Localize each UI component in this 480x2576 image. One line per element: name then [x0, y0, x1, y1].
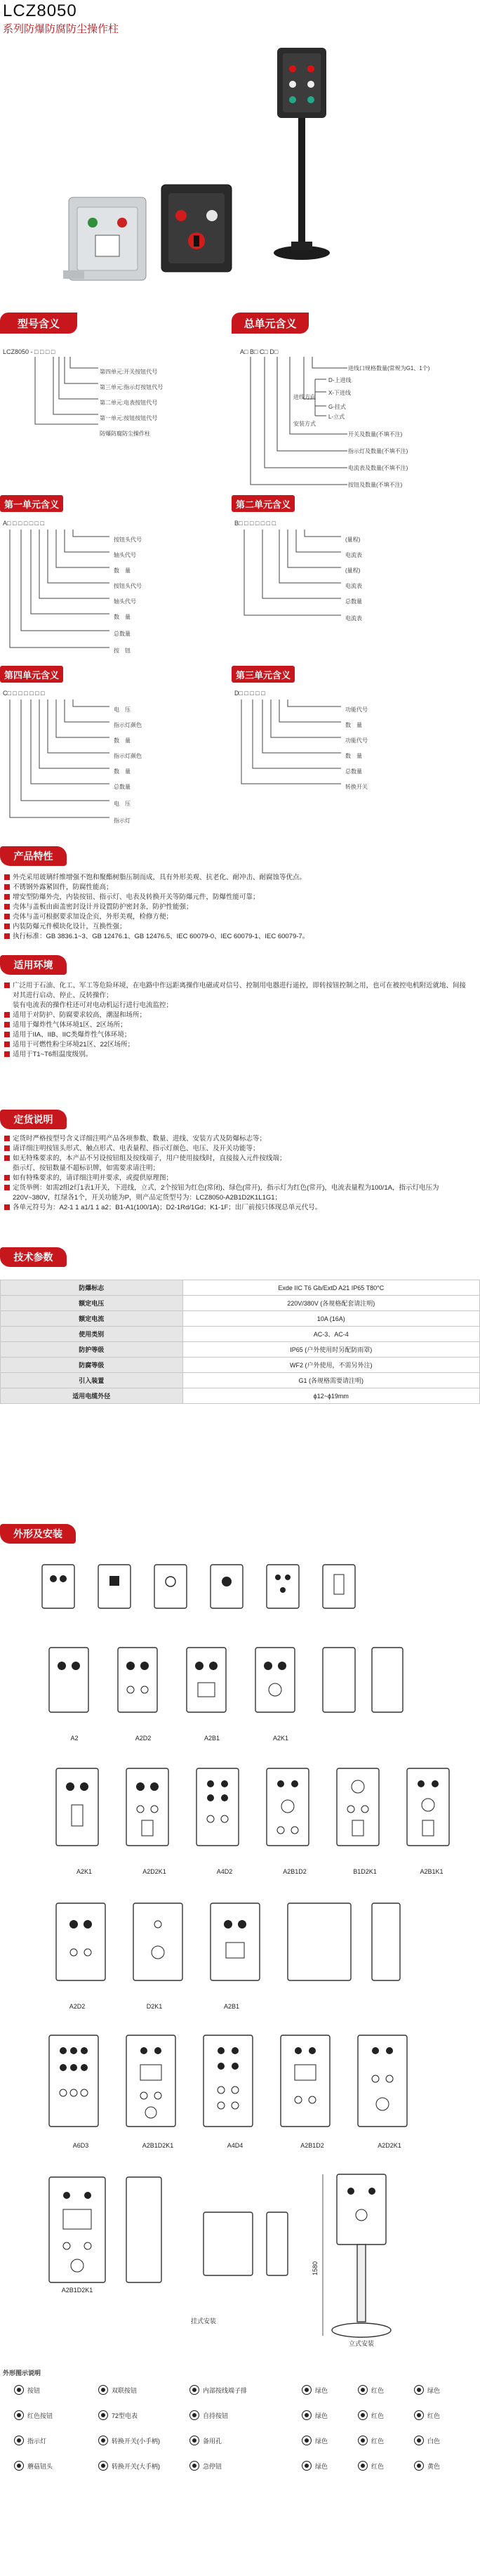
unit4-line: 数 量 [345, 753, 362, 759]
unit4-lines [237, 698, 356, 803]
legend-item [98, 2461, 160, 2471]
unit2-line: 电流表 [345, 615, 362, 622]
dim-label: D2K1 [146, 2003, 163, 2010]
legend-label: 双联按钮 [112, 2386, 138, 2394]
model-line: 第四单元:开关按钮代号 [100, 369, 158, 375]
dim-label: A2D2 [135, 1735, 152, 1742]
switch-large-icon [98, 2461, 108, 2471]
legend-label: 指示灯 [27, 2437, 47, 2445]
total-line-8: 按钮及数量(不填不注) [348, 482, 403, 488]
legend-label: 红色 [371, 2437, 385, 2445]
legend-label: 绿色 [315, 2386, 328, 2394]
unit2-line: 电流表 [345, 583, 362, 589]
dim-label: A2B1D2 [283, 1868, 307, 1875]
legend-grid [14, 2385, 470, 2568]
unit3-line: 总数量 [114, 784, 131, 790]
total-sublabel-dir: 进线方向 [293, 394, 316, 400]
unit3-lines [6, 698, 125, 839]
dim-label: A2B1 [204, 1735, 220, 1742]
table-row: 防腐等级 WF2 (户外使用，不需另外注) [1, 1358, 480, 1373]
terminal-icon [189, 2385, 199, 2395]
total-line-5: 开关及数量(不填不注) [348, 431, 403, 438]
unit3-list [114, 702, 142, 829]
order-item: 请详细注明按钮头形式、触点形式、电表量程、指示灯颜色、电压、及开关功能等； [4, 1144, 467, 1154]
total-sublabel-mount: 安装方式 [293, 421, 316, 427]
legend-item [98, 2436, 160, 2445]
model-meaning-list [100, 364, 163, 442]
legend-label: 红色按钮 [27, 2412, 53, 2419]
unit4-line: 转换开关 [345, 784, 368, 790]
table-row: 防爆标志 Exde IIC T6 Gb/ExtD A21 IP65 T80°C [1, 1280, 480, 1296]
unit3-line: 指示灯 [114, 817, 131, 824]
legend-item [358, 2461, 384, 2471]
unit4-header: 第三单元含义 [232, 666, 295, 683]
legend-label: 黄色 [427, 2462, 441, 2470]
order-item: 各单元符号为：A2-1 1 a1/1 1 a2；B1-A1(100/1A)；D2-1Rd/1Gd；K1-1F；出厂前按只体现总单元代号。 [4, 1203, 467, 1213]
legend-item [358, 2436, 384, 2445]
environment-header: 适用环境 [0, 955, 67, 975]
env-item: 适用于IIA、IIB、IIC类爆炸性气体环境； [4, 1030, 467, 1040]
unit4-code: D□ □ □ □ □ [234, 690, 265, 697]
yellow-icon [414, 2461, 424, 2471]
column-photo [263, 44, 340, 268]
legend-label: 红色 [371, 2386, 385, 2394]
legend-item [414, 2461, 440, 2471]
total-line-6: 指示灯及数量(不填不注) [348, 448, 408, 454]
dim-label: A2B1D2 [300, 2142, 324, 2149]
legend-label: 急停钮 [203, 2462, 222, 2470]
dimension-row5 [42, 2170, 456, 2360]
feature-item: 内装防爆元件模块化设计，互换性强； [4, 922, 467, 932]
unit3-line: 电 压 [114, 801, 131, 807]
model-code: LCZ8050 - □ □ □ □ [3, 348, 55, 355]
red-icon [358, 2385, 368, 2395]
legend-label: 绿色 [315, 2437, 328, 2445]
feature-item: 壳体与盖可根据要求加设企页，外形美观，检修方便； [4, 912, 467, 922]
legend-item [302, 2436, 328, 2445]
total-line-2: X-下进线 [328, 390, 351, 396]
ordering-list [4, 1134, 467, 1213]
dim-label: A4D4 [227, 2142, 244, 2149]
legend-label: 转换开关(大手柄) [112, 2462, 160, 2470]
unit1-line: 按钮头代号 [114, 537, 142, 543]
spec-header: 技术参数 [0, 1247, 67, 1267]
legend-item [302, 2461, 328, 2471]
red3-icon [414, 2410, 424, 2420]
legend-item [189, 2461, 222, 2471]
legend-item [358, 2385, 384, 2395]
env-item: 适用于爆炸性气体环境1区、2区场所； [4, 1020, 467, 1030]
legend-item [302, 2410, 328, 2420]
unit1-line: 轴头代号 [114, 552, 136, 558]
unit3-header: 第四单元含义 [0, 666, 63, 683]
total-line-3: G-挂式 [328, 404, 346, 410]
unit3-line: 电 压 [114, 707, 131, 713]
env-item: 适用于可燃性粉尘环境21区、22区场所； [4, 1040, 467, 1050]
total-line-1: D-上进线 [328, 377, 352, 383]
dimension-row3 [49, 1896, 442, 2002]
env-item: 装有电流表的操作柱还可对电动机运行进行电流监控； [13, 1001, 173, 1009]
unit2-line: (量程) [345, 567, 361, 574]
unit2-list [345, 532, 362, 626]
model-line: 第二单元:电表按钮代号 [100, 400, 158, 406]
dim-label: A2K1 [272, 1735, 289, 1742]
unit1-code: A□ □ □ □ □ □ □ [3, 520, 45, 527]
double-button-icon [98, 2385, 108, 2395]
unit3-line: 指示灯颜色 [114, 753, 142, 759]
legend-item [98, 2410, 138, 2420]
total-unit-header: 总单元含义 [232, 313, 309, 334]
unit4-list [345, 702, 368, 795]
dim-label: A2B1D2K1 [142, 2142, 174, 2149]
dim-label: A2 [70, 1735, 79, 1742]
red2-icon [358, 2410, 368, 2420]
product-model-title: LCZ8050 [3, 1, 77, 20]
feature-item: 不锈钢外露紧固件，防腐性能高； [4, 883, 467, 893]
dim-label: A2B1D2K1 [61, 2287, 93, 2294]
spec-table [0, 1280, 480, 1404]
legend-item [98, 2385, 137, 2395]
product-subtitle: 系列防爆防腐防尘操作柱 [3, 23, 119, 35]
dim-label: A6D3 [72, 2142, 89, 2149]
legend-item [14, 2385, 40, 2395]
mushroom-icon [14, 2461, 24, 2471]
env-item: 广泛用于石油、化工、军工等危险环境，在电路中作远距离操作电磁或对信号、控制用电器进行遥控，即转按钮控制之用，也可在被控电机附近就地、间接对其进行启动、停止、反转操作； [4, 981, 467, 1001]
unit3-line: 数 量 [114, 768, 131, 775]
legend-label: 绿色 [315, 2412, 328, 2419]
legend-label: 72型电表 [112, 2412, 138, 2419]
model-line: 第三单元:指示灯按钮代号 [100, 384, 164, 390]
table-row: 使用类别 AC-3、AC-4 [1, 1327, 480, 1342]
legend-title: 外形图示说明 [3, 2370, 41, 2377]
dimensions-header: 外形及安装 [0, 1524, 76, 1544]
legend-label: 内部按线端子排 [203, 2386, 248, 2394]
legend-item [414, 2385, 440, 2395]
feature-item: 壳体与盖板由面盖密封设计并设置防护密封条，防护性能强； [4, 902, 467, 912]
feature-item: 外壳采用玻璃纤维增强不饱和聚酯树脂压制而成，具有外形美观、抗老化、耐冲击、耐腐蚀等优点。 [4, 873, 467, 883]
column-height-label: 1580 [312, 2261, 319, 2275]
white-icon [414, 2436, 424, 2445]
table-row: 额定电流 10A (16A) [1, 1311, 480, 1327]
total-unit-code: A□ B□ C□ D□ [240, 348, 279, 355]
legend-label: 绿色 [427, 2386, 441, 2394]
dim-label: A2K1 [76, 1868, 93, 1875]
latch-button-icon [189, 2410, 199, 2420]
order-item: 指示灯、按钮数量不超标识牌，如需要求请注明； [13, 1164, 160, 1172]
feature-item: 增安型防爆外壳，内装按钮、指示灯、电表及转换开关等防爆元件，防爆性能可靠； [4, 893, 467, 902]
legend-item [189, 2410, 228, 2420]
table-row: 防护等级 IP65 (户外使用时另配防雨罩) [1, 1342, 480, 1358]
install-label-wall: 挂式安装 [190, 2318, 216, 2325]
legend-item [414, 2410, 440, 2420]
dimension-row4 [42, 2030, 463, 2142]
unit4-line: 总数量 [345, 768, 362, 775]
unit1-header: 第一单元含义 [0, 495, 63, 512]
legend-item [189, 2385, 247, 2395]
legend-label: 转换开关(小手柄) [112, 2437, 160, 2445]
unit3-line: 数 量 [114, 737, 131, 744]
total-line-7: 电流表及数量(不填不注) [348, 465, 408, 471]
legend-label: 绿色 [315, 2462, 328, 2470]
estop-icon [189, 2461, 199, 2471]
legend-label: 蘑菇钮头 [27, 2462, 53, 2470]
unit2-line: (量程) [345, 537, 361, 543]
legend-item [414, 2436, 440, 2445]
legend-label: 红色 [427, 2412, 441, 2419]
table-row: 额定电压 220V/380V (各规格配套请注明) [1, 1296, 480, 1311]
features-list [4, 873, 467, 942]
unit1-line: 按钮头代号 [114, 583, 142, 589]
model-meaning-header: 型号含义 [0, 313, 77, 334]
order-item: 如无特殊要求的，本产品不另设按钮组及按线端子，用户使用接线时，直接接入元件按线端； [4, 1154, 467, 1164]
green3-icon [302, 2410, 312, 2420]
legend-label: 备用孔 [203, 2437, 222, 2445]
switch-small-icon [98, 2436, 108, 2445]
unit1-line: 按 钮 [114, 648, 131, 654]
dim-label: A2B1 [223, 2003, 240, 2010]
table-row: 适用电缆外径 ϕ12~ϕ19mm [1, 1388, 480, 1404]
legend-item [14, 2436, 46, 2445]
legend-label: 自持按钮 [203, 2412, 229, 2419]
spare-hole-icon [189, 2436, 199, 2445]
unit1-line: 数 量 [114, 614, 131, 620]
unit4-line: 功能代号 [345, 707, 368, 713]
legend-item [358, 2410, 384, 2420]
order-item: 定货时严格按型号含义详细注明产品各项参数、数量、进线、安装方式及防爆标志等； [4, 1134, 467, 1144]
install-label-stand: 立式安装 [348, 2340, 374, 2347]
ordering-header: 定货说明 [0, 1110, 67, 1129]
total-line-4: L-立式 [328, 414, 345, 420]
model-meaning-lines [28, 355, 105, 426]
red-button-icon [14, 2410, 24, 2420]
environment-list [4, 981, 467, 1060]
order-item: 如有特殊要求的，请详细注明并要求，或提供原理图； [4, 1174, 467, 1183]
unit2-line: 电流表 [345, 552, 362, 558]
env-item: 适用于对防护、防腐要求较高，潮湿和场所； [4, 1011, 467, 1020]
unit1-lines [6, 528, 125, 669]
unit2-lines [237, 528, 356, 640]
dim-label: A2D2K1 [142, 1868, 166, 1875]
grey-box-photo [63, 197, 146, 280]
model-line: 防爆防腐防尘操作柱 [100, 431, 150, 437]
dim-label: A2D2K1 [378, 2142, 401, 2149]
total-line-0: 进线口规格数量(常规为G1、1个) [348, 365, 430, 372]
unit4-line: 数 量 [345, 722, 362, 728]
red5-icon [358, 2461, 368, 2471]
red4-icon [358, 2436, 368, 2445]
env-item: 适用于T1~T6组温度级别。 [4, 1050, 467, 1060]
legend-label: 白色 [427, 2437, 441, 2445]
unit1-line: 轴头代号 [114, 598, 136, 605]
dim-label: A2D2 [69, 2003, 86, 2010]
feature-item: 执行标准：GB 3836.1~3、GB 12476.1、GB 12476.5、IEC 60079-0、IEC 60079-1、IEC 60079-7。 [4, 932, 467, 942]
legend-label: 红色 [371, 2412, 385, 2419]
dimension-row0 [28, 1558, 449, 1628]
unit2-header: 第二单元含义 [232, 495, 295, 512]
legend-item [14, 2461, 53, 2471]
unit3-line: 指示灯颜色 [114, 722, 142, 728]
unit2-code: B□ □ □ □ □ □ □ [234, 520, 276, 527]
legend-label: 按钮 [27, 2386, 41, 2394]
dimension-row1 [42, 1643, 435, 1735]
green4-icon [302, 2436, 312, 2445]
meter-icon [98, 2410, 108, 2420]
dim-label: B1D2K1 [353, 1868, 377, 1875]
button-icon [14, 2385, 24, 2395]
order-item: 定货举例：如需2组2灯1表1开关，下进线，立式，2个按钮为红色(常闭)、绿色(常开)，指示灯为红色(常开)，电流表量程为100/1A，指示灯电压为220V~380V，红绿各1个，开关功能为P，则产品定货型号为：LCZ8050-A2B1D2K1L1G1； [4, 1183, 467, 1203]
dim-label: A4D2 [216, 1868, 233, 1875]
dimension-row2 [49, 1763, 463, 1868]
legend-item [14, 2410, 53, 2420]
model-line: 第一单元:按钮按钮代号 [100, 415, 158, 421]
dim-label: A2B1K1 [420, 1868, 444, 1875]
lamp-icon [14, 2436, 24, 2445]
unit3-code: C□ □ □ □ □ □ □ [3, 690, 45, 697]
black-box-photo [161, 185, 232, 272]
features-header: 产品特性 [0, 846, 67, 866]
legend-item [189, 2436, 222, 2445]
green2-icon [414, 2385, 424, 2395]
table-row: 引入装置 G1 (各规格需要请注明) [1, 1373, 480, 1388]
product-photos [63, 179, 239, 298]
unit4-line: 功能代号 [345, 737, 368, 744]
green5-icon [302, 2461, 312, 2471]
unit2-line: 总数量 [345, 598, 362, 605]
unit1-line: 数 量 [114, 567, 131, 574]
legend-item [302, 2385, 328, 2395]
unit1-line: 总数量 [114, 631, 131, 637]
green-icon [302, 2385, 312, 2395]
legend-label: 红色 [371, 2462, 385, 2470]
unit1-list [114, 532, 142, 659]
